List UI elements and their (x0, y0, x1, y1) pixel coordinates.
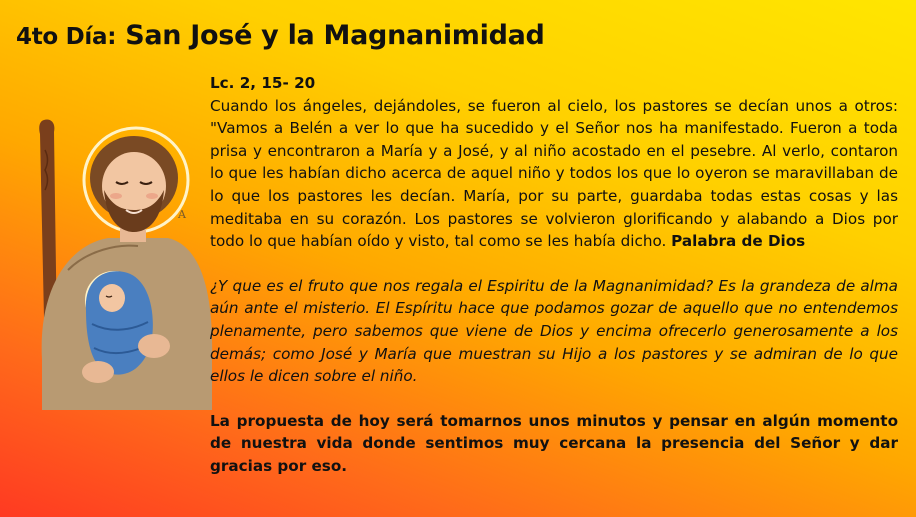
reading-closing: Palabra de Dios (671, 232, 806, 251)
page-title (16, 20, 545, 51)
proposal-text: La propuesta de hoy será tomarnos unos minutos y pensar en algún momento de nuestra vida donde sentimos muy cercana la presencia del Señor y dar gracias por eso. (210, 411, 898, 475)
reading-body: Cuando los ángeles, dejándoles, se fueron al cielo, los pastores se decían unos a otros: "Vamos a Belén a ver lo que ha sucedido y el Señor nos ha manifestado. Fueron a toda prisa y encontraron a María y a José, y al niño acostado en el pesebre. Al verlo, contaron lo que les habían dicho acerca de aquel niño y todos los que lo oyeron se maravillaban de lo que los pastores les decían. María, por su parte, guardaba todas estas cosas y las meditaba en su corazón. Los pastores se volvieron glorificando y alabando a Dios por todo lo que habían oído y visto, tal como se les había dicho. (210, 96, 898, 251)
child-face-icon (99, 284, 125, 312)
title-topic: San José y la Magnanimidad (125, 20, 545, 51)
reading-text (210, 95, 898, 253)
reading-reference: Lc. 2, 15- 20 (210, 74, 316, 92)
content-block (210, 72, 898, 478)
reflection-text: ¿Y que es el fruto que nos regala el Espiritu de la Magnanimidad? Es la grandeza de alma aún ante el misterio. El Espíritu hace que podamos gozar de aquello que no entendemos plenamente, pero sabemos que viene de Dios y encima ofrecerlo generosamente a los demás; como José y María que muestran su Hijo a los pastores y se admiran de lo que ellos le dicen sobre el niño. (210, 276, 898, 386)
saint-joseph-with-child-illustration (28, 110, 214, 410)
halo-letter: A (178, 208, 186, 221)
title-day: 4to Día: (16, 24, 117, 50)
